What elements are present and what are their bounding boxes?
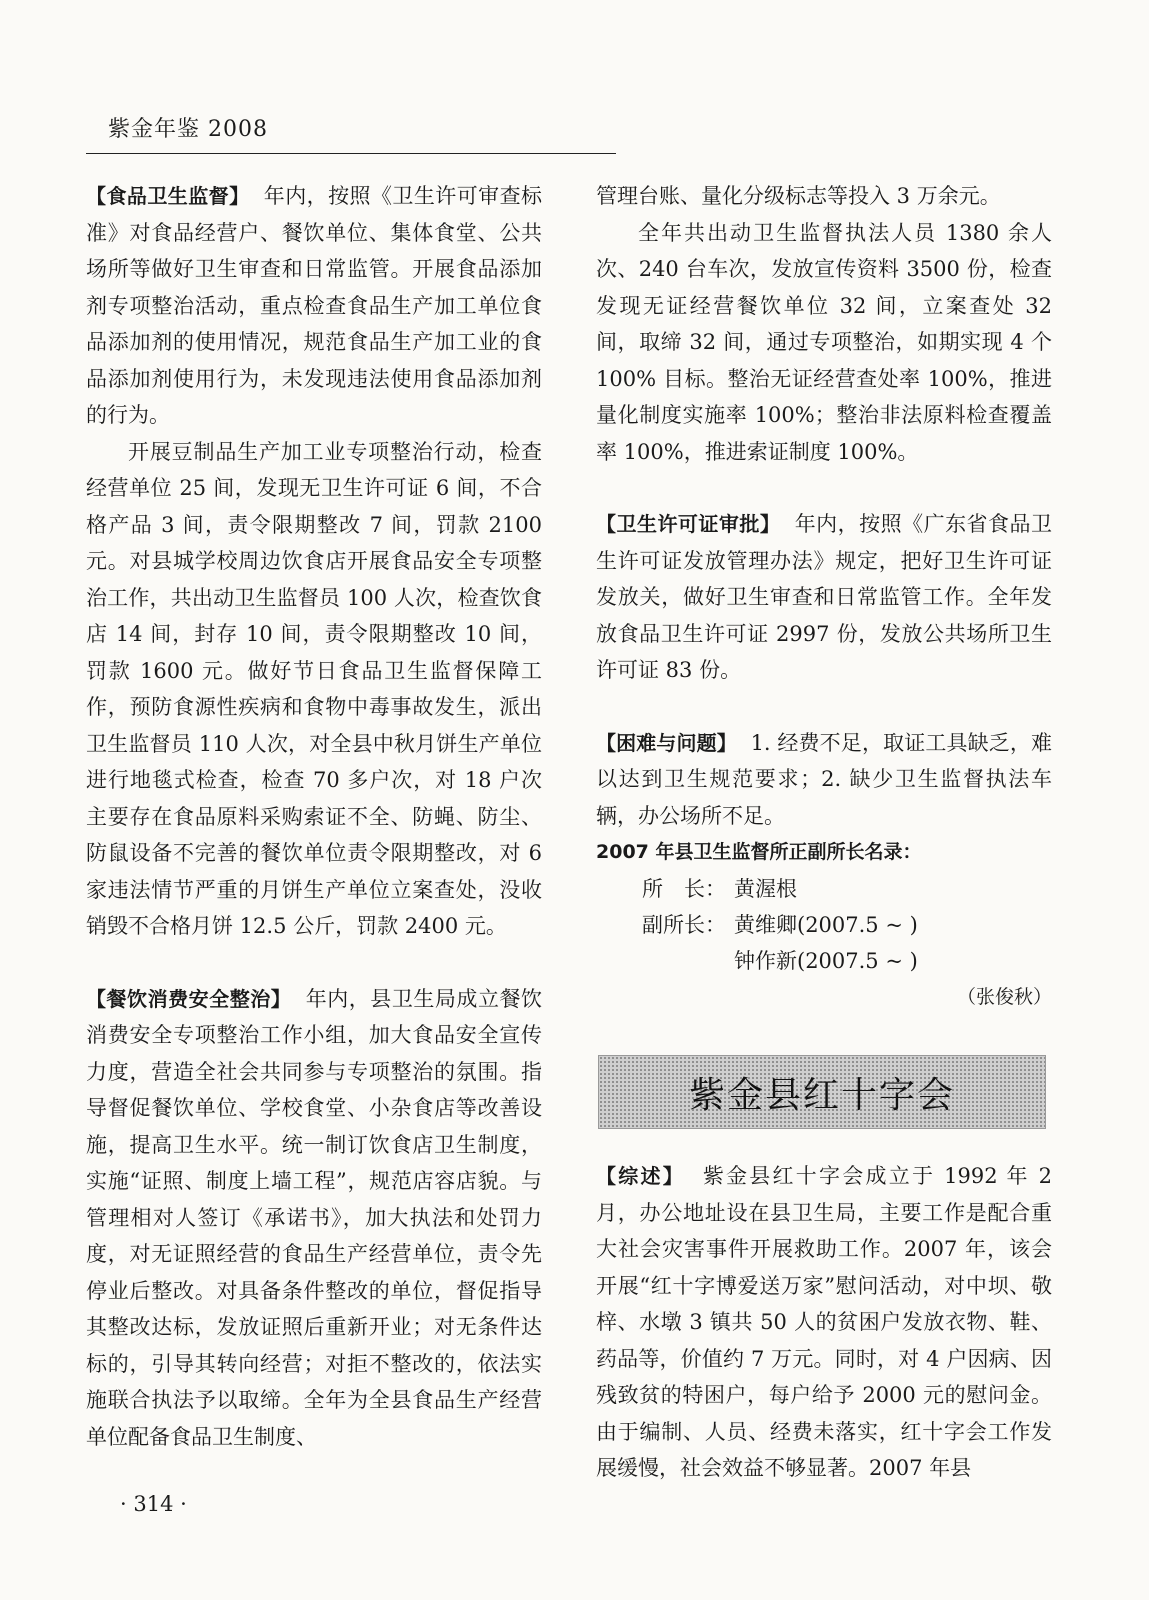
paragraph: 开展豆制品生产加工业专项整治行动，检查经营单位 25 间，发现无卫生许可证 6 间，不合格产品 3 间，责令限期整改 7 间，罚款 2100 元。对县城学校周边饮食店开展食品安全专项整治工作，共出动卫生监督员 100 人次，检查饮食店 14 间，封存 10 间，责令限期整改 10 间，罚款 1600 元。做好节日食品卫生监督保障工作，预防食源性疾病和食物中毒事故发生，派出卫生监督员 110 人次，对全县中秋月饼生产单位进行地毯式检查，检查 70 多户次，对 18 户次主要存在食品原料采购索证不全、防蝇、防尘、防鼠设备不完善的餐饮单位责令限期整改，对 6 家违法情节严重的月饼生产单位立案查处，没收销毁不合格月饼 12.5 公斤，罚款 2400 元。 <box>86 439 542 938</box>
page-number: · 314 · <box>120 1492 187 1516</box>
header-rule <box>86 153 616 154</box>
roster-role: 所 长： <box>642 876 726 901</box>
section-heading: 【卫生许可证审批】 <box>596 512 781 536</box>
roster-name: 黄渥根 <box>734 876 797 901</box>
author-credit: （张俊秋） <box>956 985 1052 1008</box>
roster-row <box>596 943 1052 979</box>
roster-row <box>596 907 1052 943</box>
section-heading: 【餐饮消费安全整治】 <box>86 986 292 1011</box>
red-cross-section <box>596 1158 1052 1487</box>
banner-title: 紫金县红十字会 <box>688 1074 955 1116</box>
section-license-approval <box>596 506 1052 689</box>
right-column <box>596 178 1052 1015</box>
section-heading: 【困难与问题】 <box>596 730 737 755</box>
roster-name: 黄维卿(2007.5 ~ ) <box>734 912 918 937</box>
roster-title: 2007 年县卫生监督所正副所长名录： <box>596 841 922 863</box>
page-header-title: 紫金年鉴 2008 <box>108 117 268 142</box>
paragraph: 全年共出动卫生监督执法人员 1380 余人次、240 台车次，发放宣传资料 3500 份，检查发现无证经营餐饮单位 32 间，立案查处 32 间，取缔 32 间，通过专项整治，如期实现 4 个 100% 目标。整治无证经营查处率 100%，推进量化制度实施率 100%；整治非法原料检查覆盖率 100%，推进索证制度 100%。 <box>596 220 1052 464</box>
section-heading: 【综述】 <box>596 1164 685 1188</box>
section-food-hygiene <box>86 178 542 434</box>
paragraph: 年内，县卫生局成立餐饮消费安全专项整治工作小组，加大食品安全宣传力度，营造全社会共同参与专项整治的氛围。指导督促餐饮单位、学校食堂、小杂食店等改善设施，提高卫生水平。统一制订饮食店卫生制度，实施“证照、制度上墙工程”，规范店容店貌。与管理相对人签订《承诺书》，加大执法和处罚力度，对无证照经营的食品生产经营单位，责令先停业后整改。对具备条件整改的单位，督促指导其整改达标，发放证照后重新开业；对无条件达标的，引导其转向经营；对拒不整改的，依法实施联合执法予以取缔。全年为全县食品生产经营单位配备食品卫生制度、 <box>86 986 543 1449</box>
roster-row <box>596 871 1052 907</box>
spacer <box>596 689 1052 725</box>
spacer <box>596 470 1052 506</box>
roster-list <box>596 871 1052 979</box>
spacer <box>86 945 542 981</box>
paragraph: 紫金县红十字会成立于 1992 年 2 月，办公地址设在县卫生局，主要工作是配合重大社会灾害事件开展救助工作。2007 年，该会开展“红十字博爱送万家”慰问活动，对中坝、敬梓、水墩 3 镇共 50 人的贫困户发放衣物、鞋、药品等，价值约 7 万元。同时，对 4 户因病、因残致贫的特困户，每户给予 2000 元的慰问金。由于编制、人员、经费未落实，红十字会工作发展缓慢，社会效益不够显著。2007 年县 <box>596 1164 1052 1480</box>
left-column <box>86 178 542 1455</box>
section-overview <box>596 1158 1052 1487</box>
paragraph: 管理台账、量化分级标志等投入 3 万余元。 <box>596 184 1001 208</box>
section-difficulties <box>596 725 1052 835</box>
paragraph: 1. 经费不足，取证工具缺乏，难以达到卫生规范要求；2. 缺少卫生监督执法车辆，办公场所不足。 <box>596 730 1052 828</box>
paragraph: 年内，按照《广东省食品卫生许可证发放管理办法》规定，把好卫生许可证发放关，做好卫生审查和日常监管工作。全年发放食品卫生许可证 2997 份，发放公共场所卫生许可证 83 份。 <box>596 512 1053 682</box>
paragraph: 年内，按照《卫生许可审查标准》对食品经营户、餐饮单位、集体食堂、公共场所等做好卫生审查和日常监管。开展食品添加剂专项整治活动，重点检查食品生产加工单位食品添加剂的使用情况，规范食品生产加工业的食品添加剂使用行为，未发现违法使用食品添加剂的行为。 <box>86 184 543 427</box>
section-banner <box>598 1055 1046 1129</box>
roster-name: 钟作新(2007.5 ~ ) <box>734 948 918 973</box>
roster-role: 副所长： <box>642 912 726 937</box>
section-heading: 【食品卫生监督】 <box>86 184 250 208</box>
section-catering-safety <box>86 981 542 1456</box>
